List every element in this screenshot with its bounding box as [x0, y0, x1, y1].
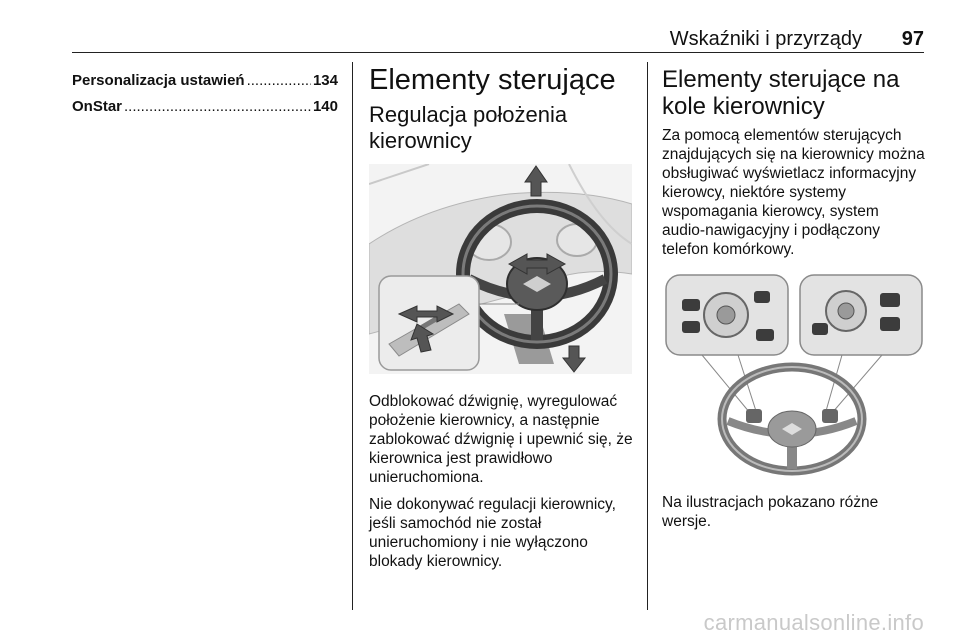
- toc-item-page: 134: [312, 72, 338, 89]
- column-divider: [352, 62, 353, 610]
- toc-leader: [247, 68, 311, 94]
- subsection-title: Regulacja położenia kierownicy: [369, 102, 568, 153]
- wheel-controls-illustration: [662, 271, 925, 479]
- paragraph: Za pomocą elementów sterujących znajdujących się na kierownicy można obsługiwać wyświetlacz informacyjny kierowcy, niektóre systemy wspomagania kierowcy, system audio-nawigacyjny i podłączony telefon komórkowy.: [662, 127, 925, 258]
- steering-adjust-illustration: [369, 164, 632, 374]
- paragraph: Nie dokonywać regulacji kierownicy, jeśli samochód nie został unieruchomiony i nie wyłączono blokady kierownicy.: [369, 496, 616, 570]
- figure-caption: Na ilustracjach pokazano różne wersje.: [662, 494, 879, 530]
- page-number: 97: [901, 28, 924, 50]
- column-divider: [647, 62, 648, 610]
- toc-item[interactable]: [72, 68, 338, 94]
- toc-item-label: Personalizacja ustawień: [72, 72, 245, 89]
- header-rule: [72, 52, 924, 53]
- header-title: Wskaźniki i przyrządy: [669, 28, 862, 50]
- watermark: carmanualsonline.info: [703, 610, 924, 635]
- column-wheel-controls: [662, 62, 925, 539]
- toc-list: [72, 68, 338, 120]
- toc-leader: [124, 94, 311, 120]
- section-title: Elementy sterujące: [369, 64, 616, 96]
- paragraph: Odblokować dźwignię, wyregulować położenie kierownicy, a następnie zablokować dźwignię i upewnić się, że kierownica jest prawidłowo unieruchomiona.: [369, 393, 633, 486]
- subsection-title: Elementy sterujące na kole kierownicy: [662, 66, 900, 120]
- column-steering-adjust: [369, 62, 634, 579]
- toc-item-page: 140: [312, 98, 338, 115]
- toc-item[interactable]: [72, 94, 338, 120]
- page-header: [72, 28, 924, 50]
- toc-item-label: OnStar: [72, 98, 123, 115]
